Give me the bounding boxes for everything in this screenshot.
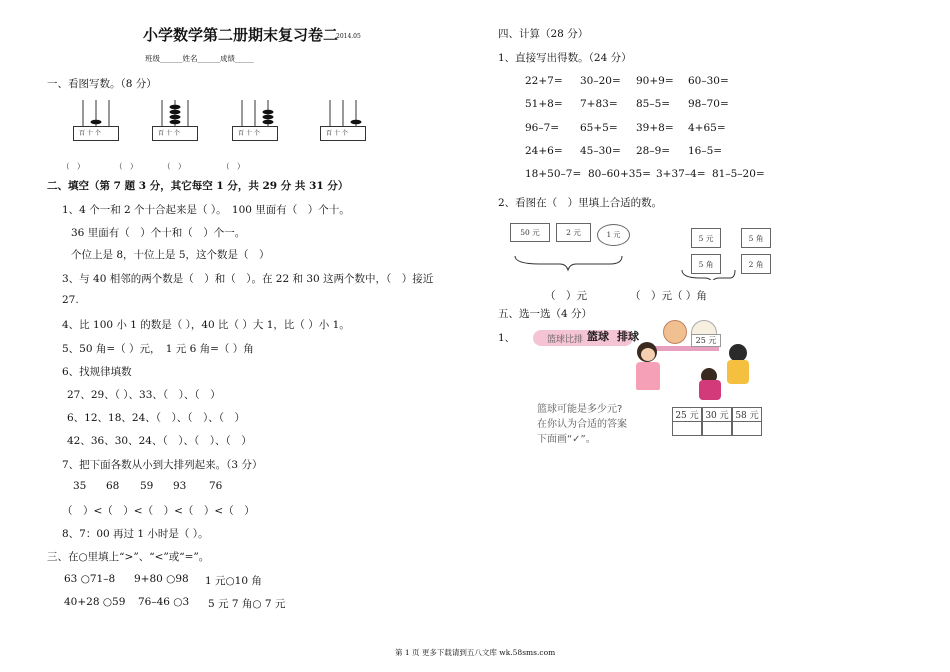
q7-blanks: （ ）<（ ）<（ ）<（ ）<（ ） bbox=[62, 505, 255, 517]
q7-num-4: 93 bbox=[173, 480, 187, 492]
compare-4: 40+28 ○59 bbox=[64, 596, 126, 608]
answer-blank-2: （ ） bbox=[115, 162, 138, 171]
calc-item: 7+83= bbox=[580, 98, 618, 110]
calc-item: 18+50–7= bbox=[525, 168, 582, 180]
calc-item: 30–20= bbox=[580, 75, 621, 87]
calc-item: 90+9= bbox=[636, 75, 674, 87]
calc-item: 81–5–20= bbox=[712, 168, 765, 180]
abacus-label: 百 十 个 bbox=[158, 130, 180, 137]
ball-label-basketball: 篮球 bbox=[587, 330, 609, 343]
section3-heading: 三、在○里填上“>”、“<”或“=”。 bbox=[47, 551, 210, 563]
answer-blank-4: （ ） bbox=[222, 162, 245, 171]
q7: 7、把下面各数从小到大排列起来。（3 分） bbox=[62, 459, 263, 471]
calc-item: 60–30= bbox=[688, 75, 729, 87]
option-30-yuan[interactable]: 30 元 bbox=[702, 407, 732, 422]
compare-6: 5 元 7 角○ 7 元 bbox=[208, 598, 286, 610]
question-line-2: 在你认为合适的答案 bbox=[537, 419, 627, 430]
girl-body bbox=[636, 362, 660, 390]
s5-q1-label: 1、 bbox=[498, 332, 516, 344]
money-2-yuan: 2 元 bbox=[556, 223, 591, 242]
q7-num-5: 76 bbox=[209, 480, 223, 492]
price-tag: 25 元 bbox=[691, 334, 721, 347]
calc-item: 80–60+35= bbox=[588, 168, 651, 180]
calc-item: 45–30= bbox=[580, 145, 621, 157]
section1-heading: 一、看图写数。（8 分） bbox=[47, 78, 157, 90]
money-5-jiao-b: 5 角 bbox=[691, 254, 721, 274]
page-title: 小学数学第二册期末复习卷二 bbox=[143, 26, 339, 44]
abacus-label: 百 十 个 bbox=[326, 130, 348, 137]
sequence-3: 42、36、30、24、（ ）、（ ）、（ ） bbox=[67, 435, 252, 447]
option-58-yuan[interactable]: 58 元 bbox=[732, 407, 762, 422]
calc-item: 98–70= bbox=[688, 98, 729, 110]
abacus-3 bbox=[232, 100, 278, 142]
option-check-cell-1[interactable] bbox=[672, 421, 702, 436]
calc-item: 3+37–4= bbox=[656, 168, 706, 180]
calc-item: 22+7= bbox=[525, 75, 563, 87]
q4: 4、比 100 小 1 的数是（ ），40 比（ ）大 1，比（ ）小 1。 bbox=[62, 319, 350, 331]
answer-blank-3: （ ） bbox=[163, 162, 186, 171]
question-line-1: 篮球可能是多少元? bbox=[537, 404, 623, 415]
q1b: 36 里面有（ ）个十和（ ）个一。 bbox=[71, 227, 246, 239]
q2: 个位上是 8，十位上是 5，这个数是（ ） bbox=[71, 249, 270, 261]
section2-heading: 二、填空（第 7 题 3 分，其它每空 1 分，共 29 分 共 31 分） bbox=[47, 180, 349, 192]
question-line-3: 下面画“✓”。 bbox=[537, 434, 596, 445]
boy2-body bbox=[727, 360, 749, 384]
compare-3: 1 元○10 角 bbox=[205, 575, 262, 587]
compare-2: 9+80 ○98 bbox=[134, 573, 189, 585]
cartoon-illustration bbox=[533, 318, 758, 398]
calc-item: 28–9= bbox=[636, 145, 671, 157]
q7-num-1: 35 bbox=[73, 480, 87, 492]
page-footer: 第 1 页 更多下载请到五八文库 wk.58sms.com bbox=[395, 648, 556, 657]
boy1-body bbox=[699, 380, 721, 400]
girl-face bbox=[641, 348, 655, 361]
q1a: 1、4 个一和 2 个十合起来是（ ）。 100 里面有（ ）个十。 bbox=[62, 204, 350, 216]
section4-heading: 四、计算（28 分） bbox=[498, 28, 589, 40]
abacus-label: 百 十 个 bbox=[79, 130, 101, 137]
option-25-yuan[interactable]: 25 元 bbox=[672, 407, 702, 422]
options-table bbox=[672, 407, 762, 435]
basketball-icon bbox=[663, 320, 687, 344]
calc-item: 65+5= bbox=[580, 122, 618, 134]
q8: 8、7：00 再过 1 小时是（ ）。 bbox=[62, 528, 209, 540]
abacus-label: 百 十 个 bbox=[238, 130, 260, 137]
sequence-1: 27、29、（ ）、33、（ ）、（ ） bbox=[67, 389, 221, 401]
option-check-cell-3[interactable] bbox=[732, 421, 762, 436]
money-answer-left: （ ）元 bbox=[545, 290, 587, 302]
calc-subheading: 1、直接写出得数。（24 分） bbox=[498, 52, 632, 64]
exam-date: 2014.05 bbox=[336, 33, 361, 40]
coin-1-yuan: 1 元 bbox=[597, 224, 630, 246]
q5: 5、50 角=（ ）元， 1 元 6 角=（ ）角 bbox=[62, 343, 254, 355]
answer-blank-1: （ ） bbox=[62, 162, 85, 171]
compare-5: 76–46 ○3 bbox=[138, 596, 190, 608]
q7-num-2: 68 bbox=[106, 480, 120, 492]
money-2-jiao: 2 角 bbox=[741, 254, 771, 274]
abacus-1 bbox=[73, 100, 119, 142]
section5-heading: 五、选一选（4 分） bbox=[498, 308, 593, 320]
money-50-yuan: 50 元 bbox=[510, 223, 550, 242]
abacus-2 bbox=[152, 100, 198, 142]
calc-item: 85–5= bbox=[636, 98, 671, 110]
calc-item: 24+6= bbox=[525, 145, 563, 157]
calc-item: 4+65= bbox=[688, 122, 726, 134]
banner-text: 篮球比排 bbox=[547, 335, 584, 345]
calc-item: 51+8= bbox=[525, 98, 563, 110]
money-5-yuan: 5 元 bbox=[691, 228, 721, 248]
calc-item: 16–5= bbox=[688, 145, 723, 157]
money-subheading: 2、看图在（ ）里填上合适的数。 bbox=[498, 197, 663, 209]
q6: 6、找规律填数 bbox=[62, 366, 132, 378]
compare-1: 63 ○71–8 bbox=[64, 573, 116, 585]
calc-item: 39+8= bbox=[636, 122, 674, 134]
money-answer-right: （ ）元（ ）角 bbox=[630, 290, 707, 302]
sequence-2: 6、12、18、24、（ ）、（ ）、（ ） bbox=[67, 412, 246, 424]
student-fields: 班级______姓名______成绩_____ bbox=[145, 54, 254, 63]
option-check-cell-2[interactable] bbox=[702, 421, 732, 436]
q3b: 27. bbox=[62, 294, 79, 306]
q3a: 3、与 40 相邻的两个数是（ ）和（ ）。在 22 和 30 这两个数中，（ ）接近 bbox=[62, 273, 434, 285]
money-5-jiao-a: 5 角 bbox=[741, 228, 771, 248]
calc-item: 96–7= bbox=[525, 122, 560, 134]
abacus-4 bbox=[320, 100, 366, 142]
grouping-braces bbox=[510, 250, 780, 280]
ball-label-volleyball: 排球 bbox=[617, 330, 639, 343]
q7-num-3: 59 bbox=[140, 480, 154, 492]
